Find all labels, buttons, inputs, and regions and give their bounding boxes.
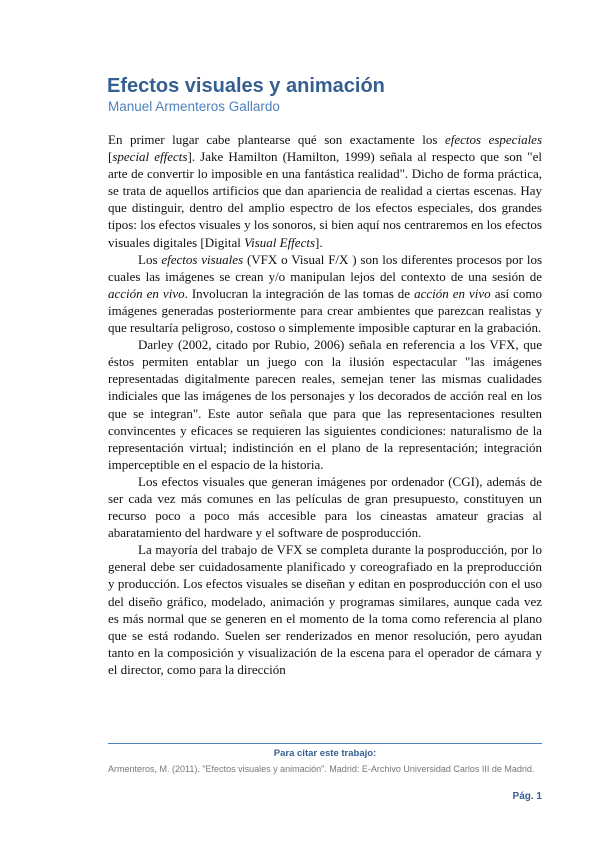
body-paragraph [108, 131, 542, 251]
italic-text: special effects [112, 149, 188, 165]
body-paragraph [108, 541, 542, 678]
italic-text: efectos especiales [444, 132, 543, 147]
body-text [108, 131, 542, 678]
body-paragraph [108, 473, 542, 541]
paragraph-text: En primer lugar cabe plantearse qué son exactamente los [108, 132, 445, 147]
paragraph-text: Darley (2002, citado por Rubio, 2006) señala en referencia a los VFX, que éstos permiten entablar un juego con la ilusión espectacular "las imágenes representadas digitalmente parecen reales, semejan tener las mismas cualidades indiciales que las imágenes de los personajes y los decorados de acción real en los que se integran". Este autor señala que para que las representaciones resulten convincentes y eficaces se requieren las siguientes condiciones: naturalismo de la representación virtual; indistinción en el plano de la representación; integración imperceptible en el espacio de la historia. [108, 337, 542, 472]
paragraph-text: Los efectos visuales que generan imágenes por ordenador (CGI), además de ser cada vez más comunes en las películas de gran presupuesto, constituyen un recurso poco a poco más accesible para los cineastas amateur gracias al abaratamiento del hardware y el software de posproducción. [108, 473, 542, 541]
paragraph-text: [ [108, 149, 113, 165]
cite-heading: Para citar este trabajo: [273, 748, 377, 759]
paragraph-text: (VFX o Visual F/X ) son los diferentes procesos por los cuales las imágenes se crean y/o manipulan lejos del contexto de una sesión de [108, 251, 542, 284]
paragraph-text: ]. Jake Hamilton (Hamilton, 1999) señala al respecto que son "el arte de convertir lo imposible en una fantástica realidad". Dicho de forma práctica, se trata de aquellos artificios que dan apariencia de realidad a ciertas escenas. Hay que distinguir, dentro del amplio espectro de los efectos especiales, dos grandes tipos: los efectos visuales y los sonoros, si bien aquí nos centraremos en los efectos visuales digitales [Digital [108, 149, 542, 250]
document-author: Manuel Armenteros Gallardo [108, 99, 280, 114]
document-title: Efectos visuales y animación [107, 75, 385, 97]
page-number: Pág. 1 [512, 791, 542, 802]
citation-text: Armenteros, M. (2011). "Efectos visuales y animación". Madrid: E-Archivo Universidad Carlos III de Madrid. [108, 764, 535, 774]
footer-divider [108, 743, 542, 744]
italic-text: efectos visuales [161, 251, 244, 267]
paragraph-text: ]. [315, 234, 323, 250]
paragraph-text: La mayoría del trabajo de VFX se completa durante la posproducción, por lo general debe ser cuidadosamente planificado y coreografiado en la preproducción y producción. Los efectos visuales se diseñan y editan en posproducción con el uso del diseño gráfico, modelado, animación y programas similares, aunque cada vez es más normal que se generen en el momento de la toma como referencia al plano que se está rodando. Suelen ser renderizados en menor resolución, pero ayudan tanto en la composición y visualización de la escena para el operador de cámara y el director, como para la dirección [108, 542, 542, 677]
italic-text: Visual Effects [244, 234, 316, 250]
italic-text: acción en vivo [108, 285, 185, 301]
paragraph-text: . Involucran la integración de las tomas de [184, 285, 415, 301]
body-paragraph [108, 336, 542, 473]
paragraph-text: así como imágenes generadas posteriormente para crear ambientes que parezcan realistas y que resultaría peligroso, costoso o simplemente imposible capturar en la grabación. [108, 285, 543, 336]
paragraph-text: Los [138, 251, 162, 267]
italic-text: acción en vivo [414, 285, 491, 301]
body-paragraph [108, 251, 542, 336]
